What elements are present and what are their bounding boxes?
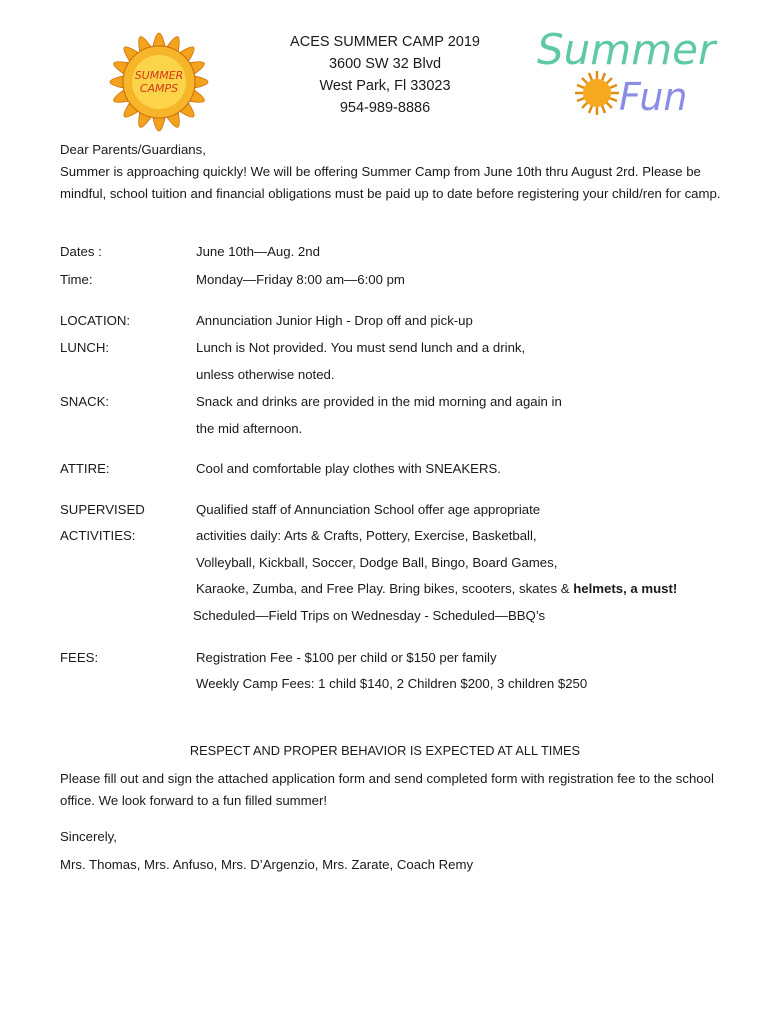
attire-value: Cool and comfortable play clothes with SNEAKERS. <box>196 461 501 476</box>
activities-line-1: Qualified staff of Annunciation School offer age appropriate <box>196 502 541 517</box>
dates-label: Dates : <box>60 244 102 259</box>
fees-line-2: Weekly Camp Fees: 1 child $140, 2 Children $200, 3 children $250 <box>196 676 588 691</box>
camp-phone: 954-989-8886 <box>339 100 431 116</box>
activities-line-3: Volleyball, Kickball, Soccer, Dodge Ball, Bingo, Board Games, <box>196 555 558 570</box>
logo-text-summer: SUMMER <box>134 69 184 82</box>
attire-label: ATTIRE: <box>60 461 110 476</box>
location-value: Annunciation Junior High - Drop off and pick-up <box>196 313 473 328</box>
intro-paragraph: Summer is approaching quickly! We will be offering Summer Camp from June 10th thru August 2rd. Please be mindful, school tuition and financial obligations must be paid up to date before registering your child/ren for camp. <box>60 164 721 201</box>
logo-word-fun: Fun <box>619 75 688 119</box>
lunch-line-2: unless otherwise noted. <box>196 367 335 382</box>
camp-address: 3600 SW 32 Blvd <box>328 56 442 72</box>
camp-city: West Park, Fl 33023 <box>319 78 451 94</box>
camp-title: ACES SUMMER CAMP 2019 <box>290 34 480 50</box>
closing-paragraph: Please fill out and sign the attached application form and send completed form with registration fee to the school office. We look forward to a fun filled summer! <box>60 771 714 808</box>
activities-line-4-text: Karaoke, Zumba, and Free Play. Bring bikes, scooters, skates & <box>196 581 574 596</box>
location-label: LOCATION: <box>60 313 131 328</box>
sign-off: Sincerely, <box>60 829 117 844</box>
activities-line-5: Scheduled—Field Trips on Wednesday - Scheduled—BBQ’s <box>193 608 546 623</box>
summer-camps-sun-logo <box>92 22 227 142</box>
logo-text-camps: CAMPS <box>139 82 179 95</box>
supervised-label: SUPERVISED <box>60 502 145 517</box>
lunch-label: LUNCH: <box>60 340 110 355</box>
activities-line-2: activities daily: Arts & Crafts, Pottery, Exercise, Basketball, <box>196 528 537 543</box>
signatures: Mrs. Thomas, Mrs. Anfuso, Mrs. D’Argenzio, Mrs. Zarate, Coach Remy <box>60 857 474 872</box>
greeting: Dear Parents/Guardians, <box>60 142 206 157</box>
behavior-notice: RESPECT AND PROPER BEHAVIOR IS EXPECTED AT ALL TIMES <box>189 743 581 758</box>
snack-line-1: Snack and drinks are provided in the mid morning and again in <box>196 394 562 409</box>
fees-label: FEES: <box>60 650 99 665</box>
time-label: Time: <box>60 272 93 287</box>
activities-label: ACTIVITIES: <box>60 528 136 543</box>
helmets-emphasis: helmets, a must! <box>573 581 678 596</box>
time-value: Monday—Friday 8:00 am—6:00 pm <box>196 272 405 287</box>
summer-fun-logo <box>535 20 716 120</box>
snack-line-2: the mid afternoon. <box>196 421 303 436</box>
logo-word-summer: Summer <box>537 25 716 74</box>
activities-line-4 <box>196 581 677 596</box>
lunch-line-1: Lunch is Not provided. You must send lunch and a drink, <box>196 340 526 355</box>
small-sun-icon <box>575 71 619 115</box>
fees-line-1: Registration Fee - $100 per child or $150 per family <box>196 650 497 665</box>
snack-label: SNACK: <box>60 394 110 409</box>
dates-value: June 10th—Aug. 2nd <box>196 244 320 259</box>
